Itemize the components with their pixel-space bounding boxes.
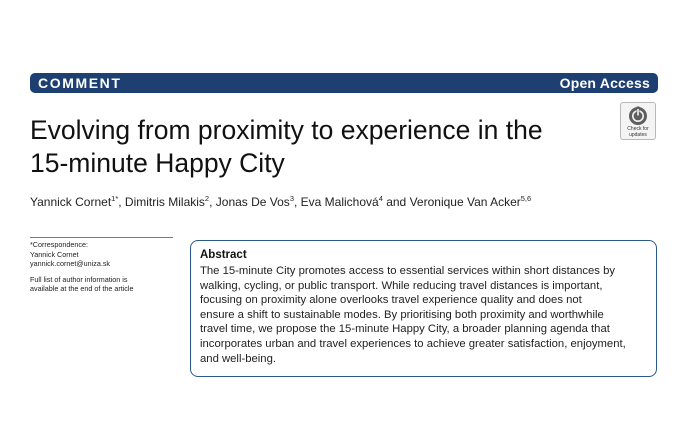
author-info-note: available at the end of the article — [30, 284, 134, 294]
abstract-line: ensure a shift to sustainable modes. By prioritising both proximity and worthwhile — [200, 308, 604, 321]
abstract-heading: Abstract — [200, 249, 247, 261]
author-name[interactable]: Veronique Van Acker — [409, 195, 521, 209]
author-name[interactable]: Dimitris Milakis — [124, 195, 205, 209]
author-affiliation: 4 — [378, 194, 383, 203]
correspondence-name: Yannick Cornet — [30, 249, 79, 259]
correspondence-email[interactable]: yannick.cornet@uniza.sk — [30, 259, 111, 269]
abstract-box — [190, 240, 657, 377]
correspondence-sidebar — [30, 240, 180, 294]
open-access-label[interactable]: Open Access — [559, 75, 650, 91]
title-line: 15-minute Happy City — [30, 148, 285, 178]
abstract-line: travel time, we propose the 15-minute Happy City, a broader planning agenda that — [200, 323, 610, 336]
abstract-line: The 15-minute City promotes access to essential services within short distances by — [200, 265, 616, 277]
author-separator: , — [293, 195, 301, 209]
article-title — [30, 114, 610, 180]
author-info-note: Full list of author information is — [30, 274, 128, 284]
article-type-label: COMMENT — [38, 75, 122, 91]
author-affiliation: 5,6 — [520, 194, 532, 203]
author-list — [30, 194, 670, 210]
check-for-updates-label: updates — [629, 131, 647, 138]
author-affiliation: 2 — [204, 194, 210, 203]
author-name[interactable]: Yannick Cornet — [30, 195, 112, 209]
correspondence-heading: *Correspondence: — [30, 240, 88, 249]
title-line: Evolving from proximity to experience in the — [30, 115, 543, 145]
author-name[interactable]: Jonas De Vos — [215, 195, 290, 209]
author-separator: and — [382, 195, 410, 209]
abstract-line: and well-being. — [200, 352, 276, 365]
author-separator: , — [118, 195, 125, 209]
author-name[interactable]: Eva Malichová — [300, 195, 379, 209]
check-for-updates-label: Check for — [627, 126, 649, 132]
author-affiliation: 3 — [289, 194, 294, 203]
article-type-banner — [30, 73, 658, 93]
author-separator: , — [209, 195, 216, 209]
check-for-updates-badge[interactable] — [620, 102, 656, 140]
abstract-line: focusing on proximity alone overlooks travel experience quality and does not — [200, 294, 582, 307]
author-affiliation: 1* — [111, 194, 119, 203]
sidebar-divider — [30, 237, 173, 238]
check-for-updates-icon — [628, 106, 648, 126]
abstract-line: walking, cycling, or public transport. While reducing travel distances is important, — [200, 279, 603, 292]
abstract-line: incorporates urban and travel experiences to achieve greater satisfaction, enjoyment, — [200, 337, 626, 350]
abstract-text — [200, 264, 646, 366]
